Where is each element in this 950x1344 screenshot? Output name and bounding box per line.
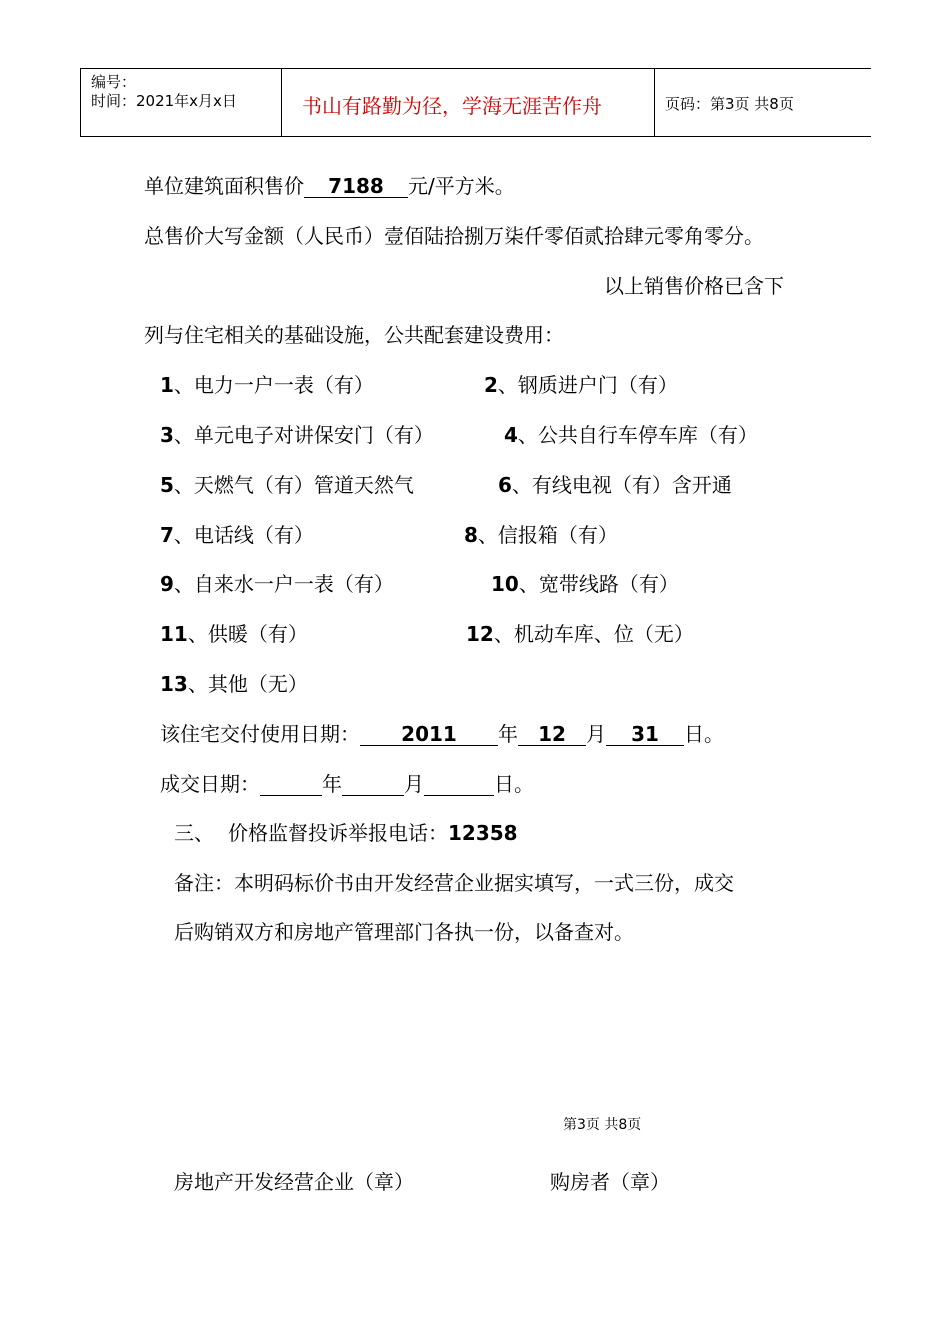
footer-page-number: 第3页 共8页 [563,1117,642,1133]
time-label: 时间：2021年x月x日 [91,92,237,110]
motto-text: 书山有路勤为径，学海无涯苦作舟 [302,94,602,118]
facility-item: 6、有线电视（有）含开通 [498,473,732,497]
deal-day-blank [424,774,494,796]
seller-seal: 房地产开发经营企业（章） [174,1170,414,1194]
header-table [80,68,871,137]
facility-item: 8、信报箱（有） [464,523,618,547]
buyer-seal: 购房者（章） [550,1170,670,1194]
facility-item: 11、供暖（有） [160,622,308,646]
complaint-line [174,817,518,846]
unit-price-line [144,170,515,199]
number-label: 编号： [91,73,137,91]
header-motto-cell [282,69,655,136]
header-info-cell [81,69,282,136]
facility-item: 9、自来水一户一表（有） [160,572,394,596]
unit-price-unit: 元/平方米。 [408,174,515,198]
delivery-date-line: 该住宅交付使用日期： 2011 年 12 月 31 日。 [160,722,724,746]
facility-item: 13、其他（无） [160,672,308,696]
complaint-index: 三、 [174,821,214,845]
page-label: 页码：第3页 共8页 [665,95,794,113]
deal-date-label: 成交日期： [160,772,260,796]
remark-line-2: 后购销双方和房地产管理部门各执一份，以备查对。 [174,920,634,944]
header-page-cell [655,69,871,136]
intro-line-2: 列与住宅相关的基础设施，公共配套建设费用： [144,323,564,347]
deal-date-line: 成交日期： 年 月 日。 [160,772,534,796]
complaint-label: 价格监督投诉举报电话： [228,821,448,845]
remark-line-1: 备注：本明码标价书由开发经营企业据实填写，一式三份，成交 [174,871,734,895]
delivery-day: 31 [606,724,684,746]
complaint-phone: 12358 [448,821,518,845]
deal-year-blank [260,774,322,796]
facility-item: 2、钢质进户门（有） [484,373,678,397]
unit-price-value: 7188 [304,176,408,198]
delivery-year: 2011 [360,724,498,746]
deal-month-blank [342,774,404,796]
facility-item: 7、电话线（有） [160,523,314,547]
facility-item: 4、公共自行车停车库（有） [504,423,758,447]
facility-item: 1、电力一户一表（有） [160,373,374,397]
delivery-label: 该住宅交付使用日期： [160,722,360,746]
facility-item: 3、单元电子对讲保安门（有） [160,423,434,447]
facility-item: 5、天燃气（有）管道天然气 [160,473,414,497]
unit-price-label: 单位建筑面积售价 [144,174,304,198]
facility-item: 10、宽带线路（有） [491,572,679,596]
total-price-line: 总售价大写金额（人民币）壹佰陆拾捌万柒仟零佰贰拾肆元零角零分。 [144,224,764,248]
delivery-month: 12 [518,724,586,746]
facility-item: 12、机动车库、位（无） [466,622,694,646]
intro-line-1: 以上销售价格已含下 [604,274,784,298]
